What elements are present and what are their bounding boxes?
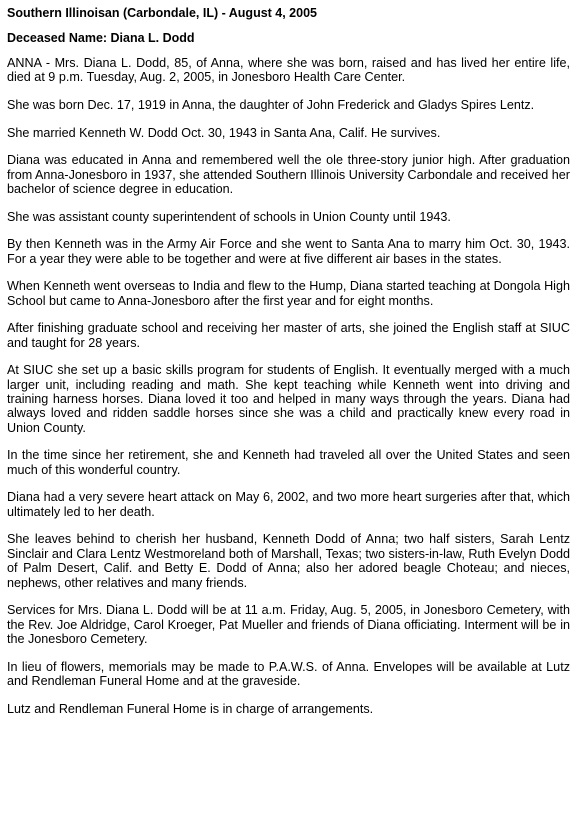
paragraph-teaching: When Kenneth went overseas to India and flew to the Hump, Diana started teaching at Dongola High School but came to Anna-Jonesboro after the first year and for eight months. <box>7 279 570 308</box>
paragraph-death-notice: ANNA - Mrs. Diana L. Dodd, 85, of Anna, where she was born, raised and has lived her entire life, died at 9 p.m. Tuesday, Aug. 2, 2005, in Jonesboro Health Care Center. <box>7 56 570 85</box>
paragraph-graduate-school: After finishing graduate school and receiving her master of arts, she joined the English staff at SIUC and taught for 28 years. <box>7 321 570 350</box>
paragraph-services: Services for Mrs. Diana L. Dodd will be at 11 a.m. Friday, Aug. 5, 2005, in Jonesboro Cemetery, with the Rev. Joe Aldridge, Carol Kroeger, Pat Mueller and friends of Diana officiating. Interment will be in the Jonesboro Cemetery. <box>7 603 570 647</box>
paragraph-superintendent: She was assistant county superintendent of schools in Union County until 1943. <box>7 209 451 224</box>
paragraph-education: Diana was educated in Anna and remembered well the ole three-story junior high. After graduation from Anna-Jonesboro in 1937, she attended Southern Illinois University Carbondale and received her bachelor of science degree in education. <box>7 153 570 196</box>
paragraph-army: By then Kenneth was in the Army Air Force and she went to Santa Ana to marry him Oct. 30, 1943. For a year they were able to be together and were at five different air bases in the states. <box>7 237 570 266</box>
paragraph-retirement: In the time since her retirement, she and Kenneth had traveled all over the United States and seen much of this wonderful country. <box>7 448 570 477</box>
paragraph-siuc-program: At SIUC she set up a basic skills program for students of English. It eventually merged with a much larger unit, including reading and math. She kept teaching while Kenneth went into driving and training harness horses. Diana loved it too and helped in many ways through the years. Diana had always loved and ridden saddle horses since she was a child and practically knew every road in Union County. <box>7 363 570 435</box>
paragraph-arrangements: Lutz and Rendleman Funeral Home is in charge of arrangements. <box>7 701 374 716</box>
paragraph-survivors: She leaves behind to cherish her husband, Kenneth Dodd of Anna; two half sisters, Sarah Lentz Sinclair and Clara Lentz Westmoreland both of Marshall, Texas; two sisters-in-law, Ruth Evelyn Dodd of Palm Desert, Calif. and Betty E. Dodd of Anna; also her adored beagle Choteau; and nieces, nephews, other relatives and many friends. <box>7 532 570 590</box>
paragraph-birth: She was born Dec. 17, 1919 in Anna, the daughter of John Frederick and Gladys Spires Lentz. <box>7 98 535 112</box>
deceased-name-heading: Deceased Name: Diana L. Dodd <box>7 31 195 45</box>
paragraph-heart-attack: Diana had a very severe heart attack on May 6, 2002, and two more heart surgeries after that, which ultimately led to her death. <box>7 490 570 519</box>
paragraph-marriage: She married Kenneth W. Dodd Oct. 30, 1943 in Santa Ana, Calif. He survives. <box>7 125 441 140</box>
paragraph-memorials: In lieu of flowers, memorials may be made to P.A.W.S. of Anna. Envelopes will be available at Lutz and Rendleman Funeral Home and at the graveside. <box>7 659 570 689</box>
source-line: Southern Illinoisan (Carbondale, IL) - August 4, 2005 <box>7 6 317 20</box>
